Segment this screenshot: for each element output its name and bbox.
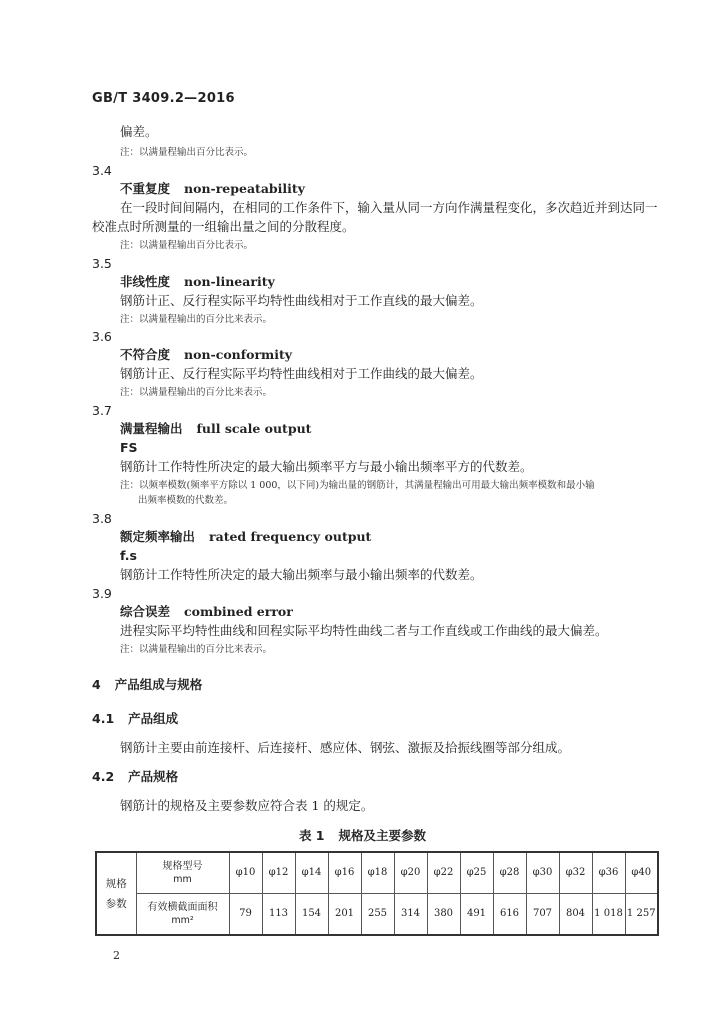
table-cell: φ16 [328,852,361,893]
term-heading [120,347,292,363]
continued-text: 偏差。 [120,124,158,139]
section-number: 4.2 [92,769,115,784]
row-label-text: 有效横截面面积 [147,901,218,913]
term-cn: 满量程输出 [120,421,183,436]
subsection-heading [92,769,178,785]
clause-number: 3.9 [92,586,112,601]
row-label-unit: mm [173,873,192,885]
clause-number: 3.7 [92,403,112,418]
term-en: full scale output [196,421,312,436]
term-heading [120,181,305,197]
note: 注：以满量程输出百分比表示。 [120,147,254,158]
clause-number: 3.8 [92,511,112,526]
table-cell: 1 018 [592,893,625,935]
definition-line: 进程实际平均特性曲线和回程实际平均特性曲线二者与工作直线或工作曲线的最大偏差。 [120,623,608,638]
term-heading [120,421,311,437]
table-cell: 616 [493,893,526,935]
table-cell: 201 [328,893,361,935]
definition-line: 在一段时间间隔内，在相同的工作条件下，输入量从同一方向作满量程变化，多次趋近并到达同一 [120,200,658,215]
table-row [96,893,658,935]
spec-table [95,851,659,936]
row-group-header-line: 参数 [105,897,127,910]
standard-header: GB/T 3409.2—2016 [92,91,235,106]
row-group-header [96,852,136,935]
section-number: 4 [92,677,101,692]
table-row [96,852,658,893]
definition-line: 钢筋计工作特性所决定的最大输出频率与最小输出频率的代数差。 [120,567,483,582]
table-cell: 113 [262,893,295,935]
table-cell: 255 [361,893,394,935]
table-cell: φ32 [559,852,592,893]
term-symbol: f.s [120,548,137,563]
table-cell: φ18 [361,852,394,893]
table-cell: φ36 [592,852,625,893]
section-title: 产品组成与规格 [114,677,203,692]
table-cell: φ14 [295,852,328,893]
table-cell: 707 [526,893,559,935]
term-en: rated frequency output [209,529,372,544]
term-heading [120,604,293,620]
section-number: 4.1 [92,711,115,726]
row-group-header-line: 规格 [105,877,127,890]
term-cn: 不符合度 [120,347,171,362]
table-cell: φ10 [229,852,262,893]
table-caption-number: 表 1 [298,828,325,843]
term-en: non-linearity [184,274,275,289]
page-number: 2 [113,949,120,962]
table-caption [0,826,725,844]
term-heading [120,529,371,545]
definition-line: 钢筋计正、反行程实际平均特性曲线相对于工作曲线的最大偏差。 [120,366,483,381]
term-en: combined error [184,604,293,619]
term-symbol: FS [120,440,138,455]
definition-line: 钢筋计工作特性所决定的最大输出频率平方与最小输出频率平方的代数差。 [120,459,533,474]
clause-number: 3.6 [92,329,112,344]
note: 注：以满量程输出的百分比来表示。 [120,387,273,398]
table-cell: φ28 [493,852,526,893]
table-cell: φ20 [394,852,427,893]
term-cn: 非线性度 [120,274,171,289]
paragraph: 钢筋计的规格及主要参数应符合表 1 的规定。 [120,798,374,813]
definition-line: 钢筋计正、反行程实际平均特性曲线相对于工作直线的最大偏差。 [120,293,483,308]
note-continuation: 出频率模数的代数差。 [138,495,234,506]
term-en: non-conformity [184,347,293,362]
term-heading [120,274,275,290]
row-label-unit: mm² [171,914,194,926]
row-label [136,852,229,893]
table-cell: φ22 [427,852,460,893]
row-label-text: 规格型号 [162,860,203,872]
note: 注：以满量程输出百分比表示。 [120,240,254,251]
table-cell: 491 [460,893,493,935]
clause-number: 3.4 [92,163,112,178]
term-cn: 综合误差 [120,604,171,619]
term-cn: 额定频率输出 [120,529,196,544]
row-label [136,893,229,935]
term-cn: 不重复度 [120,181,171,196]
table-cell: 804 [559,893,592,935]
table-cell: 1 257 [625,893,658,935]
term-en: non-repeatability [184,181,305,196]
definition-line: 校准点时所测量的一组输出量之间的分散程度。 [92,219,355,234]
table-caption-title: 规格及主要参数 [338,828,427,843]
section-heading [92,677,202,693]
section-title: 产品组成 [128,711,179,726]
note: 注：以满量程输出的百分比来表示。 [120,644,273,655]
note: 注：以满量程输出的百分比来表示。 [120,314,273,325]
table-cell: φ12 [262,852,295,893]
table-cell: 380 [427,893,460,935]
table-cell: φ30 [526,852,559,893]
clause-number: 3.5 [92,256,112,271]
section-title: 产品规格 [128,769,179,784]
subsection-heading [92,711,178,727]
table-cell: φ40 [625,852,658,893]
table-cell: 314 [394,893,427,935]
paragraph: 钢筋计主要由前连接杆、后连接杆、感应体、钢弦、激振及拾振线圈等部分组成。 [120,740,571,755]
table-cell: 154 [295,893,328,935]
table-cell: 79 [229,893,262,935]
table-cell: φ25 [460,852,493,893]
note: 注：以频率模数(频率平方除以 1 000，以下同)为输出量的钢筋计，其满量程输出可用最大输出频率模数和最小输 [120,480,595,491]
